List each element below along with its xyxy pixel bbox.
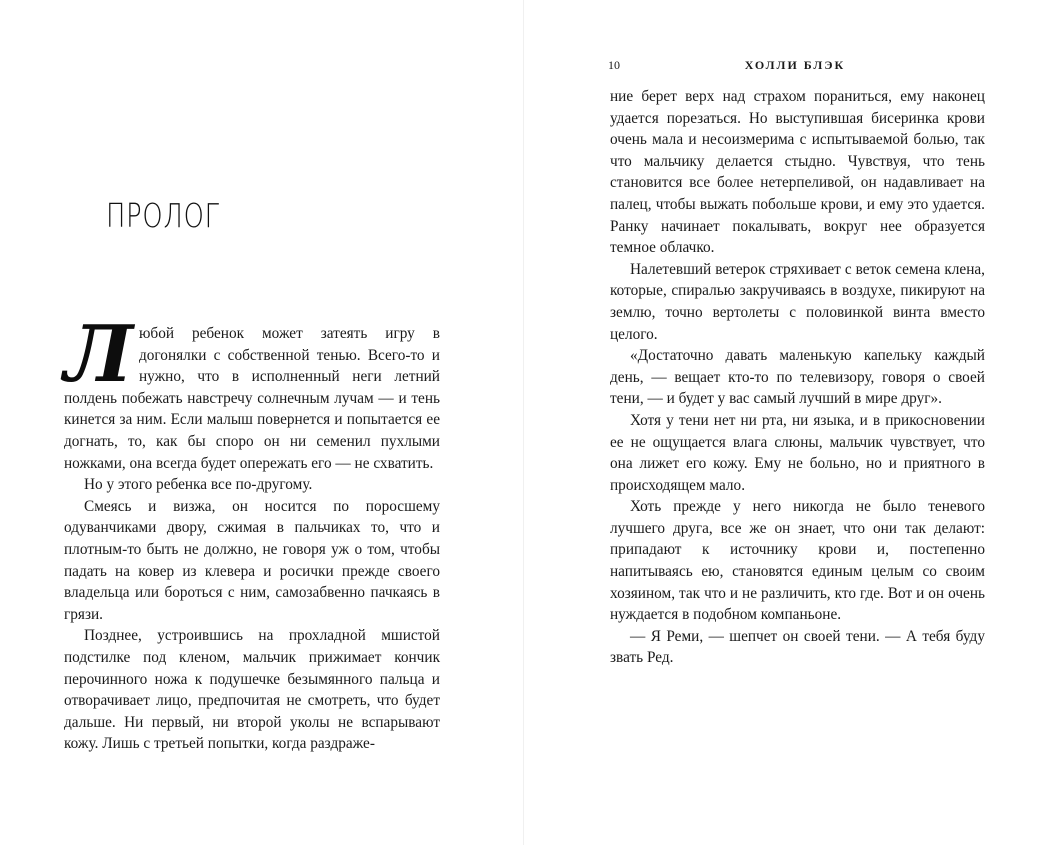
right-page-text — [610, 86, 985, 669]
chapter-title: ПРОЛОГ — [106, 196, 220, 235]
paragraph-text: юбой ребенок может затеять игру в догонялки с собственной тенью. Всего-то и нужно, что в исполненный неги летний полдень побежать навстречу солнечным лучам — и тень кинется за ним. Если малыш повернется и попытается ее догнать, то, как бы споро он ни семенил пухлыми ножками, она всегда будет опережать его — не схватить. — [64, 325, 440, 472]
paragraph: «Достаточно давать маленькую капельку каждый день, — вещает кто-то по телевизору, говоря о своей тени, — и будет у вас самый лучший в мире друг». — [610, 347, 985, 408]
paragraph: Смеясь и визжа, он носится по поросшему одуванчиками двору, сжимая в пальчиках то, что и плотным-то быть не должно, не говоря уж о том, чтобы падать на ковер из клевера и росички прежде своего владельца или бороться с ним, самозабвенно пачкаясь в грязи. — [64, 497, 440, 623]
drop-cap: Л — [64, 309, 133, 400]
left-page-text — [64, 309, 440, 755]
paragraph — [64, 309, 440, 474]
paragraph: Но у этого ребенка все по-другому. — [84, 476, 313, 494]
running-head — [608, 58, 982, 74]
paragraph: Налетевший ветерок стряхивает с веток семена клена, которые, спиралью закручиваясь в воздухе, пикируют на землю, точно вертолеты с половинкой винта вместо целого. — [610, 260, 985, 343]
paragraph: Позднее, устроившись на прохладной мшистой подстилке под кленом, мальчик прижимает кончик перочинного ножа к подушечке безымянного пальца и отворачивает лицо, предпочитая не смотреть, что будет дальше. Ни первый, ни второй уколы не вспарывают кожу. Лишь с третьей попытки, когда раздраже- — [64, 627, 440, 753]
left-page — [0, 0, 523, 845]
page-number: 10 — [608, 58, 620, 72]
paragraph: Хотя у тени нет ни рта, ни языка, и в прикосновении ее не ощущается влага слюны, мальчик чувствует, что она лижет его кожу. Ему не больно, но и приятного в происходящем мало. — [610, 411, 985, 494]
paragraph: — Я Реми, — шепчет он своей тени. — А тебя буду звать Ред. — [610, 627, 985, 667]
paragraph: ние берет верх над страхом пораниться, ему наконец удается порезаться. Но выступившая бисеринка крови очень мала и несоизмерима с испытываемой болью, так что мальчику делается стыдно. Чувствуя, что тень становится все более нетерпеливой, он надавливает на палец, чтобы выжать побольше крови, и ему это удается. Ранку начинает покалывать, вокруг нее образуется темное облачко. — [610, 88, 985, 257]
running-head-author: ХОЛЛИ БЛЭК — [744, 58, 846, 72]
paragraph: Хоть прежде у него никогда не было теневого лучшего друга, все же он знает, что они так делают: припадают к источнику крови и, постепенно напитываясь ею, становятся единым целым со своим хозяином, так что и не различить, кто где. Вот и он очень нуждается в подобном компаньоне. — [610, 498, 985, 624]
